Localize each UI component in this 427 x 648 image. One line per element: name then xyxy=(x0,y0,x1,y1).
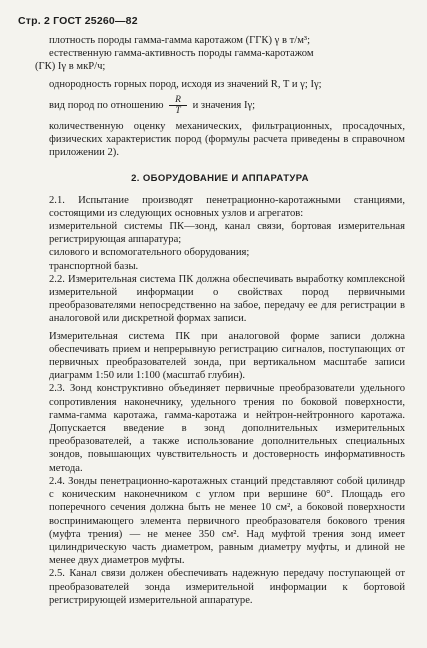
section-title: 2. ОБОРУДОВАНИЕ И АППАРАТУРА xyxy=(131,173,309,185)
rock-type-prefix: вид пород по отношению xyxy=(49,99,164,111)
definition-gamma-activity: естественную гамма-активность породы гамма-каротажом xyxy=(49,48,314,60)
fraction-numerator: R xyxy=(169,95,187,106)
paragraph-2-4: 2.4. Зонды пенетрационно-каротажных станций представляют собой цилиндр с коническим наконечником с углом при вершине 60°. Площадь его поперечного сечения должна быть не менее 10 см², а боковой поверхности воспринимающего элемента первичного преобразователя бокового трения (муфта трения) — не менее 350 см². Над муфтой трения зонд имеет цилиндрическую часть диаметром, равным диаметру муфты, и длиной не менее двух диаметров муфты. xyxy=(49,475,405,567)
definition-rock-type xyxy=(35,95,405,116)
definition-homogeneity: однородность горных пород, исходя из значений R, T и γ; Iγ; xyxy=(49,78,322,90)
intro-paragraph: количественную оценку механических, фильтрационных, просадочных, физических характеристик пород (формулы расчета приведены в справочном приложении 2). xyxy=(49,120,405,159)
ratio-fraction xyxy=(169,95,187,116)
fraction-denominator: T xyxy=(175,105,181,116)
definition-density: плотность породы гамма-гамма каротажом (ГГК) γ в т/м³; xyxy=(49,35,311,46)
paragraph-2-2-continued: Измерительная система ПК при аналоговой форме записи должна обеспечивать прием и непрерывную регистрацию сигналов, поступающих от первичных преобразователей зонда, при вертикальном масштабе записи диаграмм 1:50 или 1:100 (масштаб глубин). xyxy=(49,330,405,382)
rock-type-suffix: и значения Iγ; xyxy=(192,99,256,111)
definition-gamma-activity-cont: (ГК) Iγ в мкР/ч; xyxy=(35,61,106,73)
list-item: транспортной базы. xyxy=(49,260,139,272)
paragraph-2-2: 2.2. Измерительная система ПК должна обеспечивать выработку комплексной измерительной информации о свойствах пород первичными преобразователями непосредственно на забое, передачу ее для регистрации в аналоговой или дискретной формах записи. xyxy=(49,273,405,325)
list-item: силового и вспомогательного оборудования; xyxy=(49,247,250,259)
list-item: измерительной системы ПК—зонд, канал связи, бортовая измерительная регистрирующая аппаратура; xyxy=(49,221,405,246)
document-body xyxy=(35,34,405,607)
paragraph-2-3: 2.3. Зонд конструктивно объединяет первичные преобразователи удельного сопротивления наконечнику, удельного трения по боковой поверхности, гамма-гамма каротажа, гамма-каротажа и нейтрон-нейтронного каротажа. Допускается введение в зонд дополнительных измерительных преобразователей, а также использование дополнительных специальных зондов, повышающих чувствительность и достоверность информативность метода. xyxy=(49,383,405,474)
paragraph-2-1: 2.1. Испытание производят пенетрационно-каротажными станциями, состоящими из следующих основных узлов и агрегатов: xyxy=(49,194,405,219)
page-header: Стр. 2 ГОСТ 25260—82 xyxy=(18,15,138,27)
paragraph-2-5: 2.5. Канал связи должен обеспечивать надежную передачу поступающей от преобразователей зонда измерительной информации к бортовой регистрирующей измерительной аппаратуре. xyxy=(49,568,405,606)
